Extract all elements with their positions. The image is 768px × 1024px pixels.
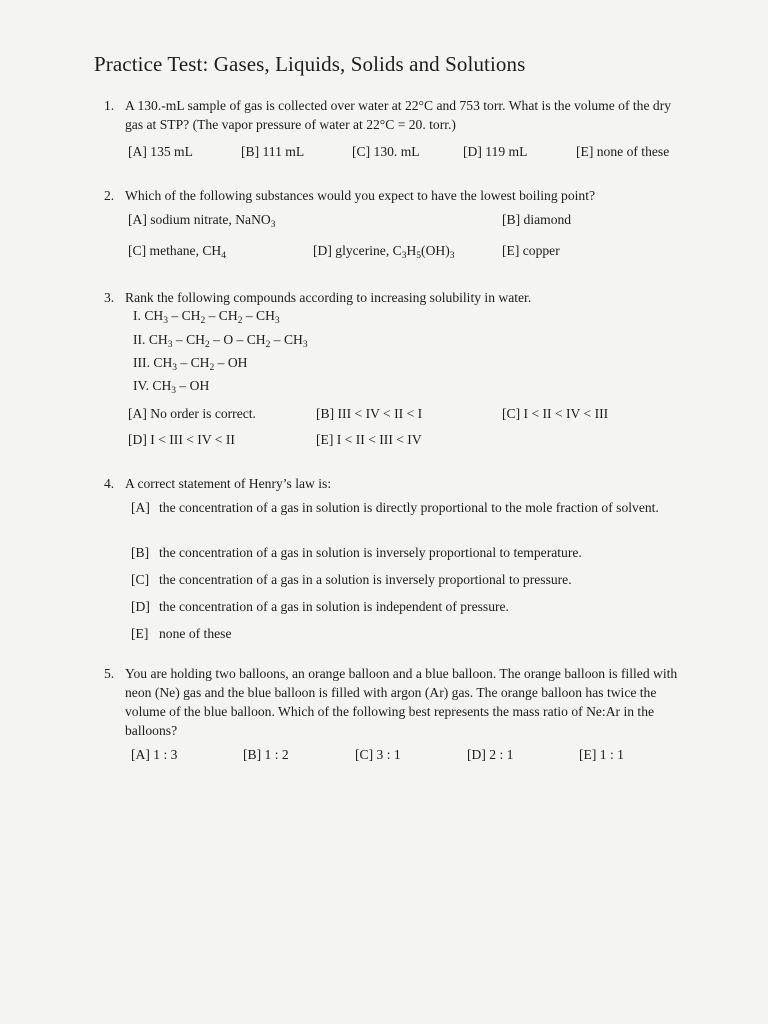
option-e: [E] none of these: [576, 144, 670, 159]
option-b: [B] III < IV < II < I: [316, 406, 423, 421]
option-a: [A] sodium nitrate, NaNO$_3$: [128, 212, 276, 230]
option-a: [A] No order is correct.: [128, 406, 256, 421]
question-text: You are holding two balloons, an orange balloon and a blue balloon. The orange balloon is filled with neon (Ne) gas and the blue balloon is filled with argon (Ar) gas. The orange balloon has twice the volume of the blue balloon. Which of the following best represents the mass ratio of Ne:Ar in the balloons?: [125, 666, 678, 738]
compound-iii: III. $CH_3 - CH_2$ – OH: [133, 355, 248, 373]
option-d: [D] 119 mL: [463, 144, 528, 159]
option-e: [E] 1 : 1: [579, 747, 624, 762]
question-number: 3.: [104, 290, 115, 305]
option-d: [D] 2 : 1: [467, 747, 514, 762]
question-number: 5.: [104, 666, 115, 681]
option-e: [E] I < II < III < IV: [316, 432, 422, 447]
option-d: [D] glycerine, $C_3H_5(OH)_3$: [313, 243, 455, 261]
question-text: Rank the following compounds according to increasing solubility in water.: [125, 290, 532, 305]
option-b: [B] 111 mL: [241, 144, 305, 159]
option-c: [C] methane, $CH_4$: [128, 243, 226, 261]
option-a: [A] 1 : 3: [131, 747, 178, 762]
page-title: Practice Test: Gases, Liquids, Solids and Solutions: [94, 52, 526, 76]
question-number: 1.: [104, 98, 115, 113]
question-text: Which of the following substances would you expect to have the lowest boiling point?: [125, 188, 596, 203]
option-d: [D] I < III < IV < II: [128, 432, 235, 447]
option-c: [C] 3 : 1: [355, 747, 401, 762]
option-e: [E] copper: [502, 243, 560, 258]
question-number: 4.: [104, 476, 115, 491]
option-b: [B] diamond: [502, 212, 572, 227]
compound-ii: II. $CH_3 - CH_2$ – O – $CH_2 - CH_3$: [133, 332, 308, 350]
question-text: A correct statement of Henry’s law is:: [125, 476, 332, 491]
option-c: [C] I < II < IV < III: [502, 406, 609, 421]
option-b: [B] 1 : 2: [243, 747, 289, 762]
question-number: 2.: [104, 188, 115, 203]
question-text: A 130.-mL sample of gas is collected over water at 22°C and 753 torr. What is the volume of the dry gas at STP? (The vapor pressure of water at 22°C = 20. torr.): [125, 98, 672, 132]
compound-i: I. $CH_3 - CH_2 - CH_2 - CH_3$: [133, 308, 280, 326]
option-c: [C] 130. mL: [352, 144, 420, 159]
option-a: [A] 135 mL: [128, 144, 193, 159]
compound-iv: IV. $CH_3$ – OH: [133, 378, 210, 396]
